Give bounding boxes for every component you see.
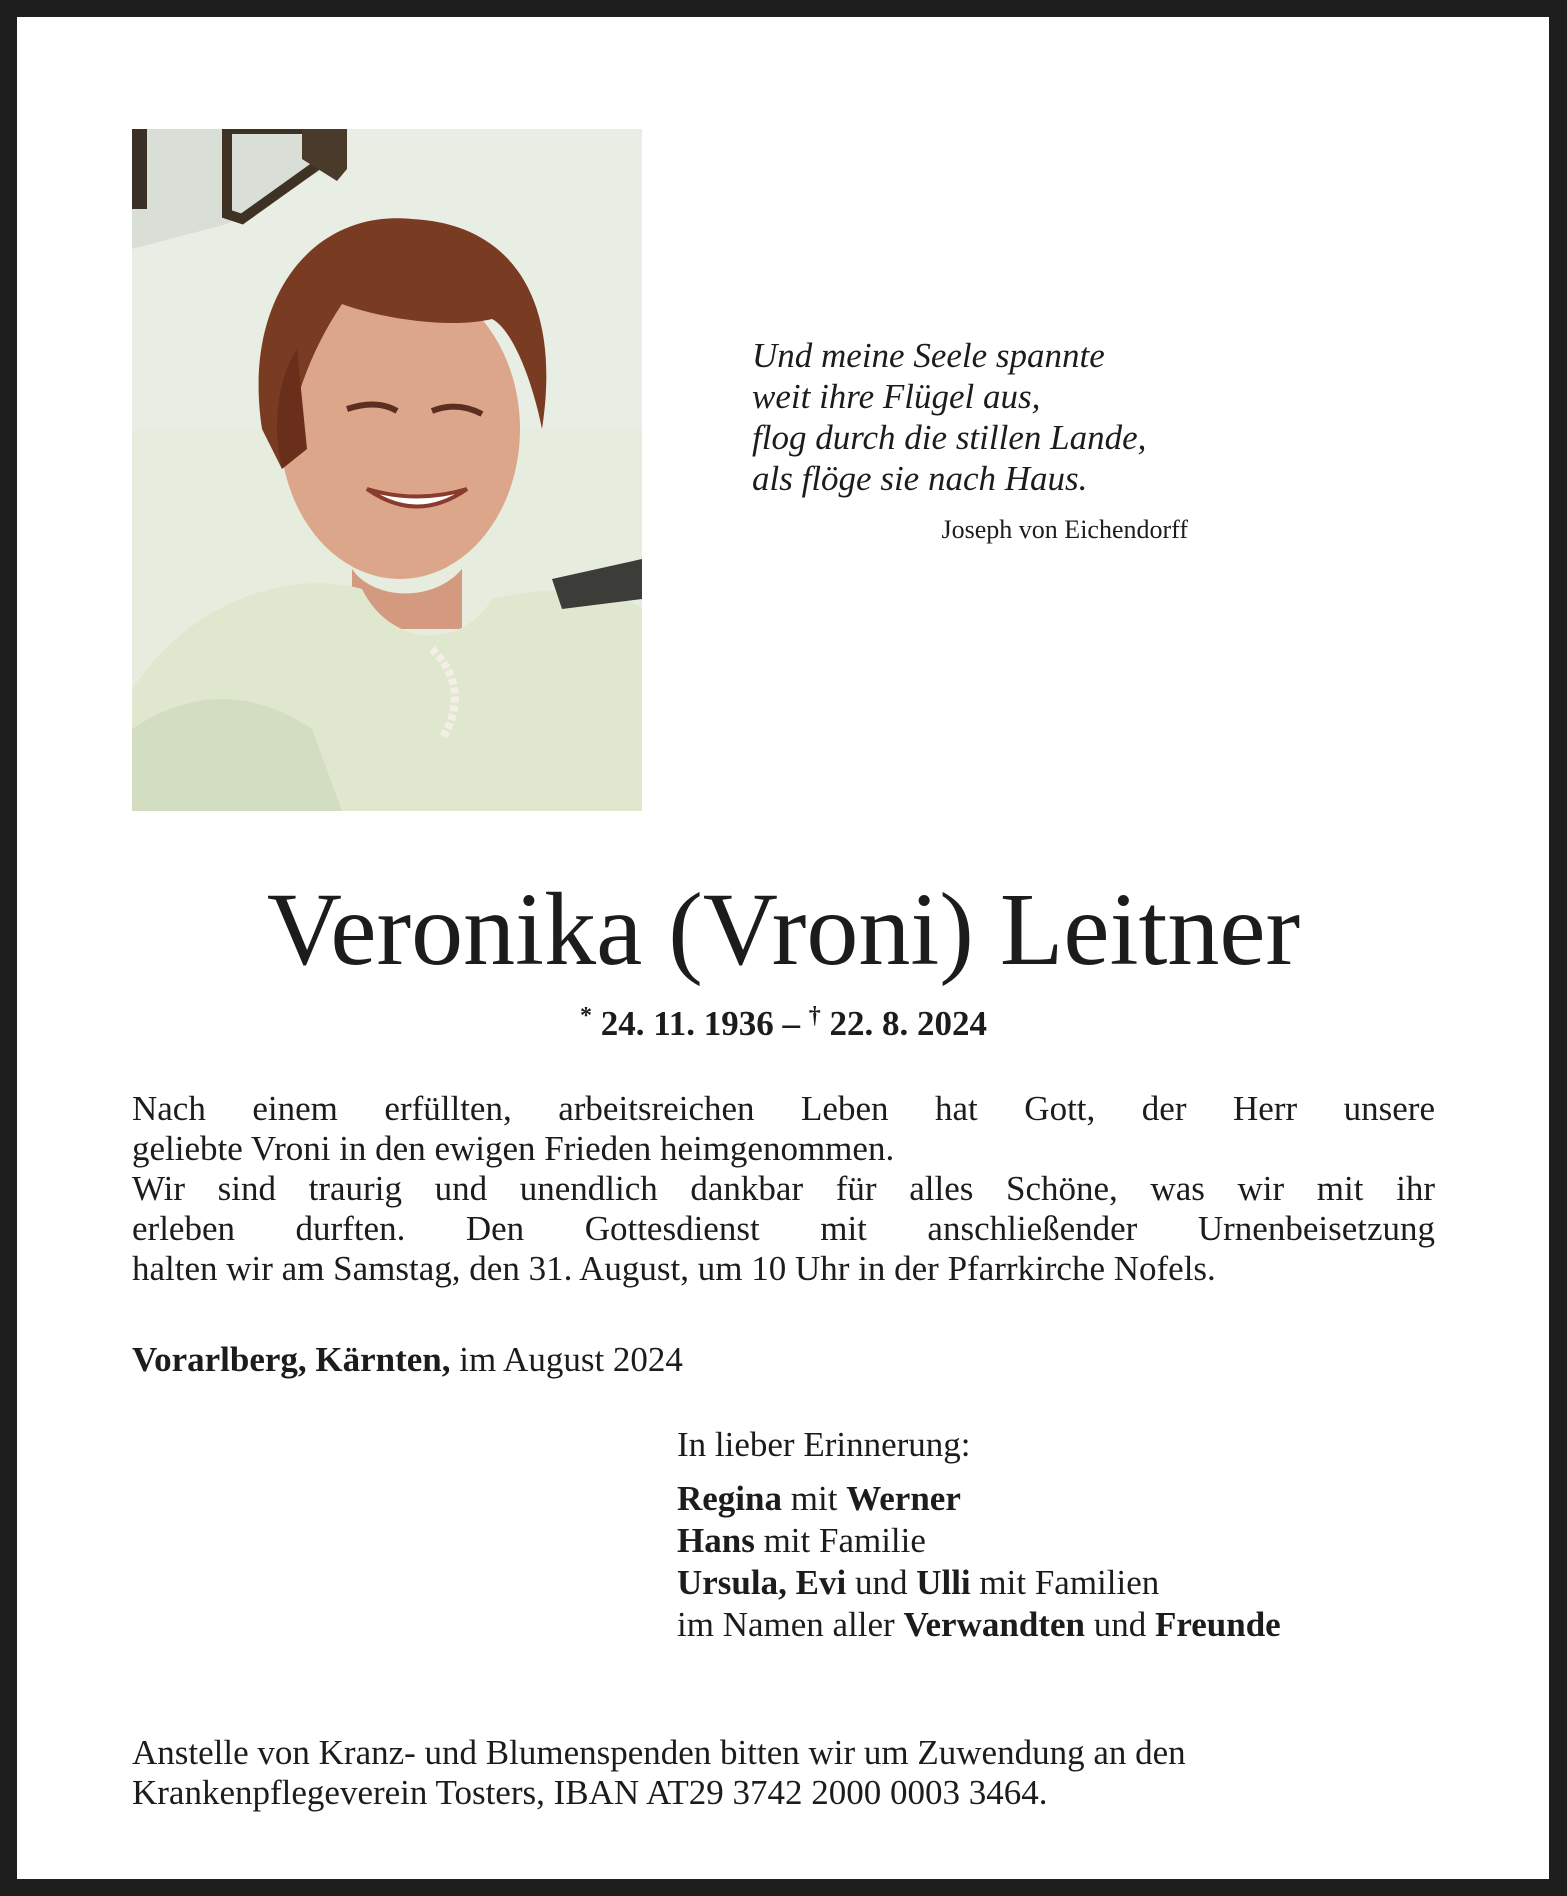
mourner-connector: mit Familie (763, 1521, 926, 1560)
quote-line: flog durch die stillen Lande, (752, 418, 1147, 457)
mourner-name: Hans (677, 1521, 755, 1560)
mourner-name: Ulli (916, 1563, 971, 1602)
mourners-block (677, 1424, 1437, 1646)
mourner-name: Freunde (1154, 1605, 1281, 1644)
date-separator: – (782, 1004, 801, 1043)
mourner-name: Werner (846, 1479, 961, 1518)
memory-title: In lieber Erinnerung: (677, 1425, 971, 1464)
portrait-photo-icon (132, 129, 642, 811)
quote-author: Joseph von Eichendorff (941, 515, 1188, 544)
portrait-photo (132, 129, 642, 811)
place-and-date (132, 1340, 1032, 1380)
donation-line: Krankenpflegeverein Tosters, IBAN AT29 3742 2000 0003 3464. (132, 1773, 1048, 1812)
mourner-connector: mit Familien (979, 1563, 1160, 1602)
birth-symbol: * (579, 1003, 592, 1029)
death-date: 22. 8. 2024 (829, 1004, 988, 1043)
mourner-connector: und (854, 1563, 908, 1602)
mourner-connector: und (1093, 1605, 1147, 1644)
place-regions: Vorarlberg, Kärnten, (132, 1340, 451, 1379)
donation-note (132, 1733, 1435, 1813)
mourner-name: Ursula, Evi (677, 1563, 847, 1602)
mourner-connector: mit (790, 1479, 838, 1518)
mourner-row (677, 1478, 1437, 1520)
announcement-line: halten wir am Samstag, den 31. August, um 10 Uhr in der Pfarrkirche Nofels. (132, 1249, 1216, 1288)
deceased-name: Veronika (Vroni) Leitner (266, 872, 1301, 987)
mourner-row (677, 1604, 1437, 1646)
mourner-row (677, 1520, 1437, 1562)
mourner-connector: im Namen aller (677, 1605, 895, 1644)
announcement-line: Wir sind traurig und unendlich dankbar für alles Schöne, was wir mit ihr (132, 1169, 1435, 1208)
donation-line: Anstelle von Kranz- und Blumenspenden bitten wir um Zuwendung an den (132, 1733, 1186, 1772)
quote-line: weit ihre Flügel aus, (752, 377, 1041, 416)
announcement-line: Nach einem erfüllten, arbeitsreichen Leben hat Gott, der Herr unsere (132, 1089, 1435, 1128)
announcement-text (132, 1089, 1435, 1289)
mourner-name: Verwandten (903, 1605, 1085, 1644)
place-date: im August 2024 (459, 1340, 683, 1379)
birth-date: 24. 11. 1936 (600, 1004, 774, 1043)
mourner-name: Regina (677, 1479, 782, 1518)
quote-line: Und meine Seele spannte (752, 336, 1105, 375)
mourner-row (677, 1562, 1437, 1604)
memorial-quote (752, 335, 1252, 499)
announcement-line: geliebte Vroni in den ewigen Frieden heimgenommen. (132, 1129, 895, 1168)
life-dates (132, 1003, 1435, 1044)
death-symbol: † (808, 1003, 821, 1029)
announcement-line: erleben durften. Den Gottesdienst mit anschließender Urnenbeisetzung (132, 1209, 1435, 1248)
quote-line: als flöge sie nach Haus. (752, 459, 1088, 498)
